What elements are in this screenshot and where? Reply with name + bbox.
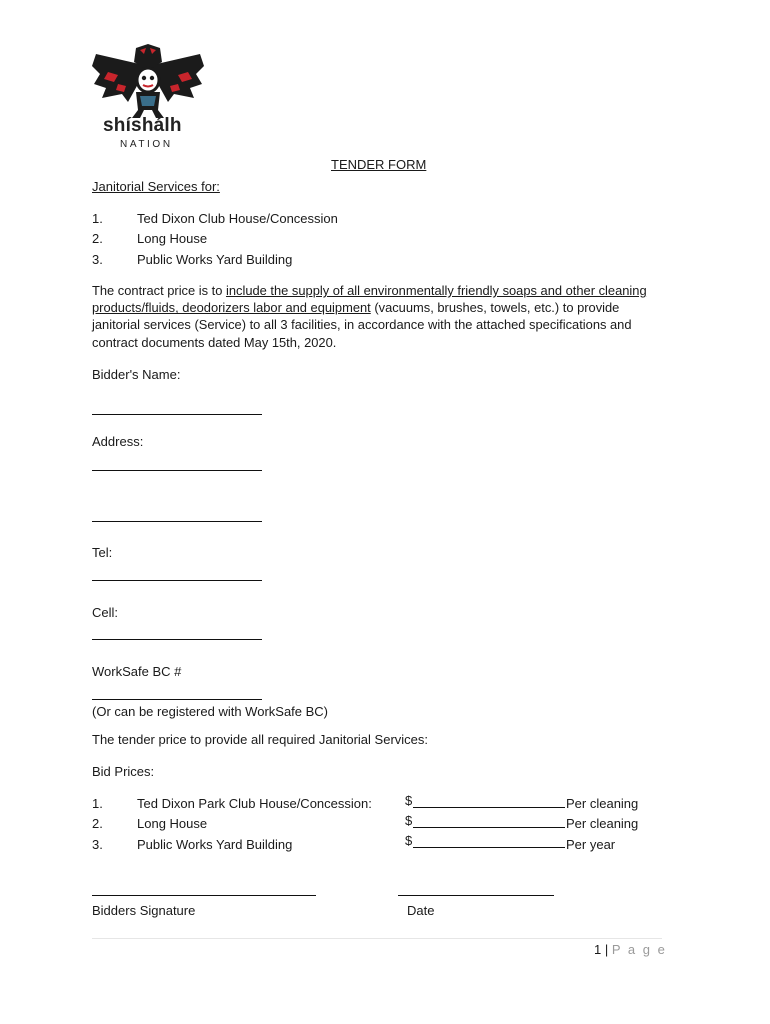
address-label: Address: [92,434,144,449]
contract-paragraph [92,282,662,351]
service-item-3: Public Works Yard Building [137,252,293,267]
bid-price-field-3[interactable] [413,847,565,848]
services-label: Janitorial Services for: [92,179,220,194]
page-word: P a g e [611,942,667,957]
bidder-name-label: Bidder's Name: [92,367,181,382]
bid-number-3: 3. [92,837,103,852]
tel-field[interactable] [92,580,262,581]
bid-item-3: Public Works Yard Building [137,837,293,852]
bid-prices-label: Bid Prices: [92,764,155,779]
page-title: TENDER FORM [331,157,427,172]
page-footer [594,942,667,957]
cell-field[interactable] [92,639,262,640]
date-field[interactable] [398,895,554,896]
page-separator: | [604,942,609,957]
cell-label: Cell: [92,605,119,620]
service-item-1: Ted Dixon Club House/Concession [137,211,338,226]
worksafe-field[interactable] [92,699,262,700]
bid-unit-1: Per cleaning [566,796,639,811]
bid-price-field-1[interactable] [413,807,565,808]
service-item-2: Long House [137,231,208,246]
logo-wordmark: shíshálh [103,115,182,136]
footer-divider [92,938,662,939]
service-number-3: 3. [92,252,103,267]
bidder-name-field[interactable] [92,414,262,415]
bid-unit-2: Per cleaning [566,816,639,831]
tender-price-text: The tender price to provide all required Janitorial Services: [92,732,429,747]
contract-underlined: include the supply of all environmentally friendly soaps and other cleaning products/fluids, deodorizers labor and equipment [92,283,647,316]
bid-price-field-2[interactable] [413,827,565,828]
worksafe-label: WorkSafe BC # [92,664,182,679]
address-field-line-2[interactable] [92,521,262,522]
service-number-2: 2. [92,231,103,246]
bid-item-2: Long House [137,816,208,831]
signature-label: Bidders Signature [92,903,196,918]
tel-label: Tel: [92,545,113,560]
bid-currency-2: $ [405,813,413,828]
page-number: 1 [594,942,602,957]
bid-item-1: Ted Dixon Park Club House/Concession: [137,796,372,811]
bid-currency-1: $ [405,793,413,808]
bid-unit-3: Per year [566,837,616,852]
service-number-1: 1. [92,211,103,226]
logo-subtitle: NATION [120,139,173,150]
bid-number-2: 2. [92,816,103,831]
date-label: Date [407,903,435,918]
signature-field[interactable] [92,895,316,896]
worksafe-note: (Or can be registered with WorkSafe BC) [92,704,329,719]
contract-rest: (vacuums, brushes, towels, etc.) to provide janitorial services (Service) to all 3 facilities, in accordance with the attached specifications and contract documents dated May 15th, 2020. [92,300,632,350]
bid-currency-3: $ [405,833,413,848]
contract-intro: The contract price is to [92,283,226,298]
bid-number-1: 1. [92,796,103,811]
address-field-line-1[interactable] [92,470,262,471]
